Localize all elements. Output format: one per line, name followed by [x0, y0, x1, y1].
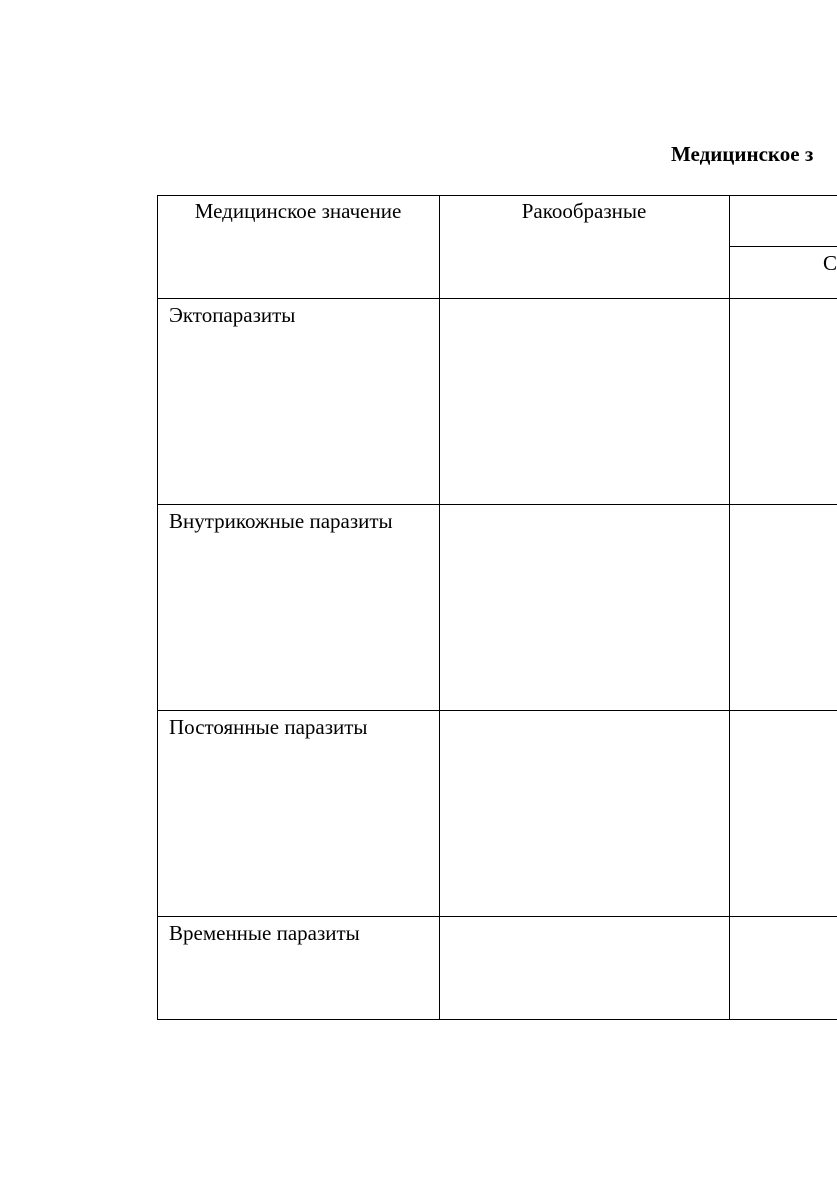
table-row-divider — [157, 504, 837, 505]
table-header-subdivider — [729, 246, 837, 247]
row-label-temporary-parasites: Временные паразиты — [169, 921, 360, 945]
table-row-divider — [157, 710, 837, 711]
row-label-ectoparasites: Эктопаразиты — [169, 303, 296, 327]
table-border-top — [157, 195, 837, 196]
row-label-permanent-parasites: Постоянные паразиты — [169, 715, 368, 739]
table-border-bottom — [157, 1019, 837, 1020]
header-subcolumn-label: С — [823, 251, 837, 275]
page-title: Медицинское з — [671, 142, 814, 166]
table-row-divider — [157, 916, 837, 917]
header-crustaceans: Ракообразные — [521, 199, 647, 223]
header-medical-significance: Медицинское значение — [194, 199, 402, 223]
medical-significance-table — [157, 195, 837, 1020]
table-header-bottom — [157, 298, 837, 299]
row-label-intradermal-parasites: Внутрикожные паразиты — [169, 509, 393, 533]
table-column-divider — [729, 195, 730, 1020]
table-column-divider — [439, 195, 440, 1020]
table-border-left — [157, 195, 158, 1020]
